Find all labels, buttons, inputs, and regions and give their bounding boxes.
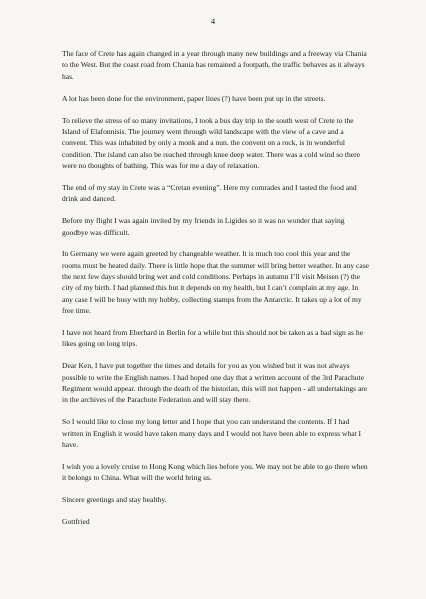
paragraph-bus-trip: To relieve the stress of so many invitations, I took a bus day trip to the south west of Crete to the Island of Elafonnisis. The journey went through wild landscape with the view of a cave and a convent. This was inhabited by only a monk and a nun. the convent on a rock, is in wonderful condition. The island can also be reached through knee deep water. There was a cold wind so there were no thoughts of bathing. This was for me a day of relaxation. [62, 115, 360, 170]
paragraph-closing-letter: So I would like to close my long letter and I hope that you can understand the contents. If I had written in English it would have taken many days and I would not have been able to express what I have. [62, 417, 362, 450]
paragraph-crete-changes: The face of Crete has again changed in a year through many new buildings and a freeway via Chania to the West. But the coast road from Chania has remained a footpath, the traffic behaves as it always has. [62, 49, 367, 81]
paragraph-cruise: I wish you a lovely cruise to Hong Kong which lies before you. We may not be able to go there when it belongs to China. What will the world bring us. [62, 461, 368, 483]
paragraph-dear-ken: Dear Ken, I have put together the times and details for you as you wished but it was not always possible to write the English names. I had hoped one day that a written account of the 3rd Parachute Regiment would appear. through the death of the historian, this will not happen - all undertakings are in the archives of the Parachute Federation and will stay there. [62, 361, 368, 405]
paragraph-cretan-evening: The end of my stay in Crete was a “Cretan evening”. Here my comrades and I tasted the food and drink and danced. [62, 182, 357, 204]
paragraph-ligides: Before my flight I was again invited by my friends in Ligides so it was no wonder that saying goodbye was difficult. [62, 216, 345, 237]
page-number: 4 [210, 16, 216, 26]
paragraph-greetings: Sincere greetings and stay healthy. [62, 495, 167, 505]
paragraph-germany-weather: In Germany we were again greeted by changeable weather. It is much too cool this year and the rooms must be heated daily. There is little hope that the summer will bring better weather. In any case the next few days should bring wet and cold conditions. Perhaps in autumn I’ll visit Meisen (?) the city of my birth. I had planned this but it depends on my health, but I can’t complain at my age. In any case I will be busy with my hobby, collecting stamps from the Antarctic. It takes up a lot of my free time. [62, 249, 370, 316]
letter-body [62, 48, 370, 538]
paragraph-environment: A lot has been done for the environment, paper lines (?) have been put up in the streets. [62, 93, 326, 103]
signature-name: Gottfried [62, 517, 90, 527]
paragraph-eberhard: I have not heard from Eberhard in Berlin for a while but this should not be taken as a bad sign as he likes going on long trips. [62, 328, 363, 349]
